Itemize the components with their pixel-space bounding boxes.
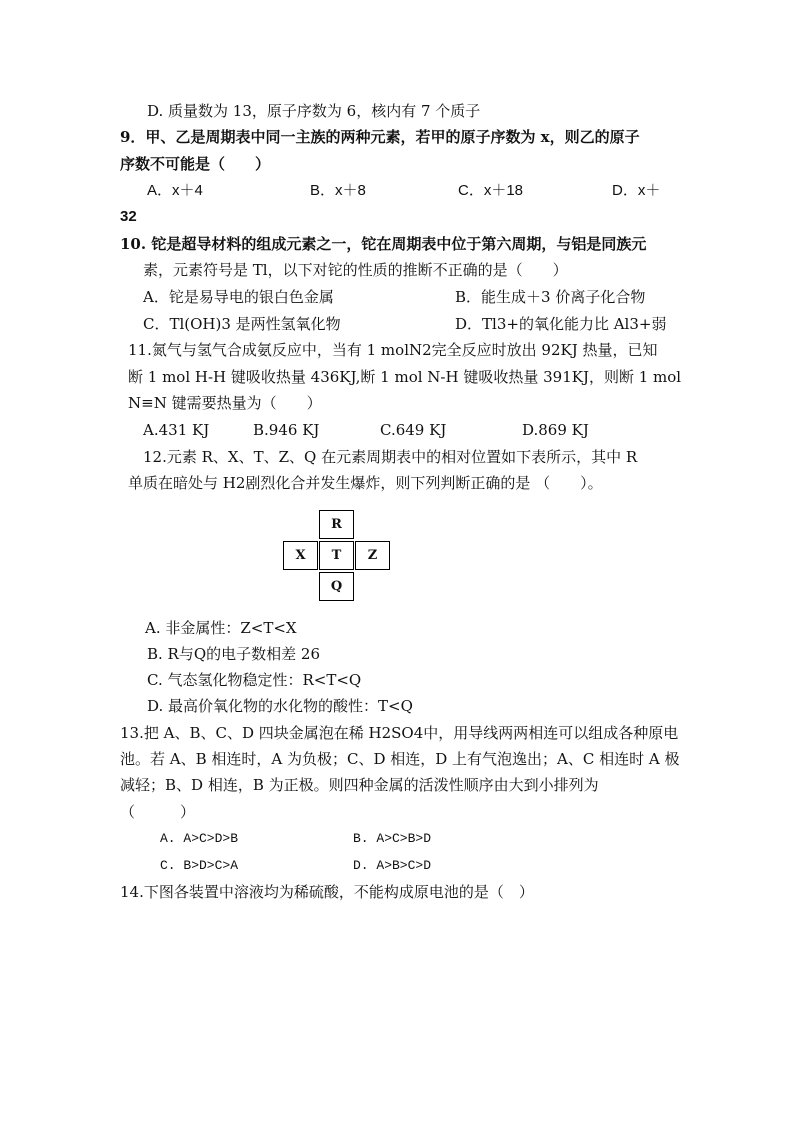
q11-stem-line2: 断 1 mol H-H 键吸收热量 436KJ,断 1 mol N-H 键吸收热量 391KJ，则断 1 mol bbox=[128, 368, 682, 386]
q12-option-a: A. 非金属性：Z<T<X bbox=[145, 619, 297, 637]
q12-stem-line1: 12.元素 R、X、T、Z、Q 在元素周期表中的相对位置如下表所示，其中 R bbox=[143, 448, 638, 466]
q10-option-a: A．铊是易导电的银白色金属 bbox=[143, 288, 334, 306]
q10-stem-line2: 素，元素符号是 Tl，以下对铊的性质的推断不正确的是（ ） bbox=[143, 261, 568, 279]
q13-option-a: A. A>C>D>B bbox=[160, 831, 239, 846]
q8-option-d: D. 质量数为 13，原子序数为 6，核内有 7 个质子 bbox=[147, 102, 481, 120]
q9-option-d-continued: 32 bbox=[120, 208, 137, 225]
q12-stem-line2: 单质在暗处与 H2剧烈化合并发生爆炸，则下列判断正确的是 （ ）。 bbox=[128, 474, 603, 492]
q12-option-b: B. R与Q的电子数相差 26 bbox=[147, 645, 321, 663]
q13-stem-line4: （ ） bbox=[120, 803, 196, 821]
q10-option-c: C．Tl(OH)3 是两性氢氧化物 bbox=[143, 315, 341, 333]
q13-option-b: B. A>C>B>D bbox=[353, 831, 432, 846]
table-cell-right: Z bbox=[355, 541, 390, 570]
q9-stem-line1: 9．甲、乙是周期表中同一主族的两种元素，若甲的原子序数为 x，则乙的原子 bbox=[120, 128, 640, 146]
q13-option-c: C. B>D>C>A bbox=[160, 858, 239, 873]
q11-stem-line3: N≡N 键需要热量为（ ） bbox=[128, 394, 322, 412]
q11-stem-line1: 11.氮气与氢气合成氨反应中，当有 1 molN2完全反应时放出 92KJ 热量，已知 bbox=[128, 341, 658, 359]
periodic-position-table bbox=[283, 510, 391, 602]
q13-stem-line3: 减轻；B、D 相连，B 为正极。则四种金属的活泼性顺序由大到小排列为 bbox=[120, 776, 599, 794]
q10-option-d: D．Tl3+的氧化能力比 Al3+弱 bbox=[455, 315, 667, 333]
q11-option-b: B.946 KJ bbox=[253, 421, 320, 439]
table-cell-top: R bbox=[319, 510, 354, 539]
q9-option-b: B．x＋8 bbox=[310, 182, 366, 199]
q11-option-a: A.431 KJ bbox=[143, 421, 210, 439]
q9-stem-line2: 序数不可能是（ ） bbox=[120, 155, 271, 173]
q13-option-d: D. A>B>C>D bbox=[353, 858, 432, 873]
q13-stem-line2: 池。若 A、B 相连时，A 为负极；C、D 相连，D 上有气泡逸出；A、C 相连时 A 极 bbox=[120, 750, 680, 768]
q12-option-d: D. 最高价氧化物的水化物的酸性：T<Q bbox=[147, 697, 413, 715]
q9-option-d: D．x＋ bbox=[612, 182, 661, 199]
q11-option-d: D.869 KJ bbox=[522, 421, 589, 439]
table-cell-left: X bbox=[283, 541, 318, 570]
q10-stem-line1: 10. 铊是超导材料的组成元素之一，铊在周期表中位于第六周期，与铝是同族元 bbox=[120, 235, 647, 253]
q13-stem-line1: 13.把 A、B、C、D 四块金属泡在稀 H2SO4中，用导线两两相连可以组成各种原电 bbox=[120, 724, 679, 742]
table-cell-center: T bbox=[319, 541, 354, 570]
q9-option-a: A．x＋4 bbox=[147, 182, 203, 199]
q10-option-b: B．能生成＋3 价离子化合物 bbox=[455, 288, 646, 306]
q11-option-c: C.649 KJ bbox=[380, 421, 447, 439]
q12-option-c: C. 气态氢化物稳定性：R<T<Q bbox=[147, 671, 362, 689]
q14-stem: 14.下图各装置中溶液均为稀硫酸，不能构成原电池的是（ ） bbox=[120, 883, 534, 901]
table-cell-bottom: Q bbox=[319, 572, 354, 601]
q9-option-c: C．x＋18 bbox=[458, 182, 524, 199]
